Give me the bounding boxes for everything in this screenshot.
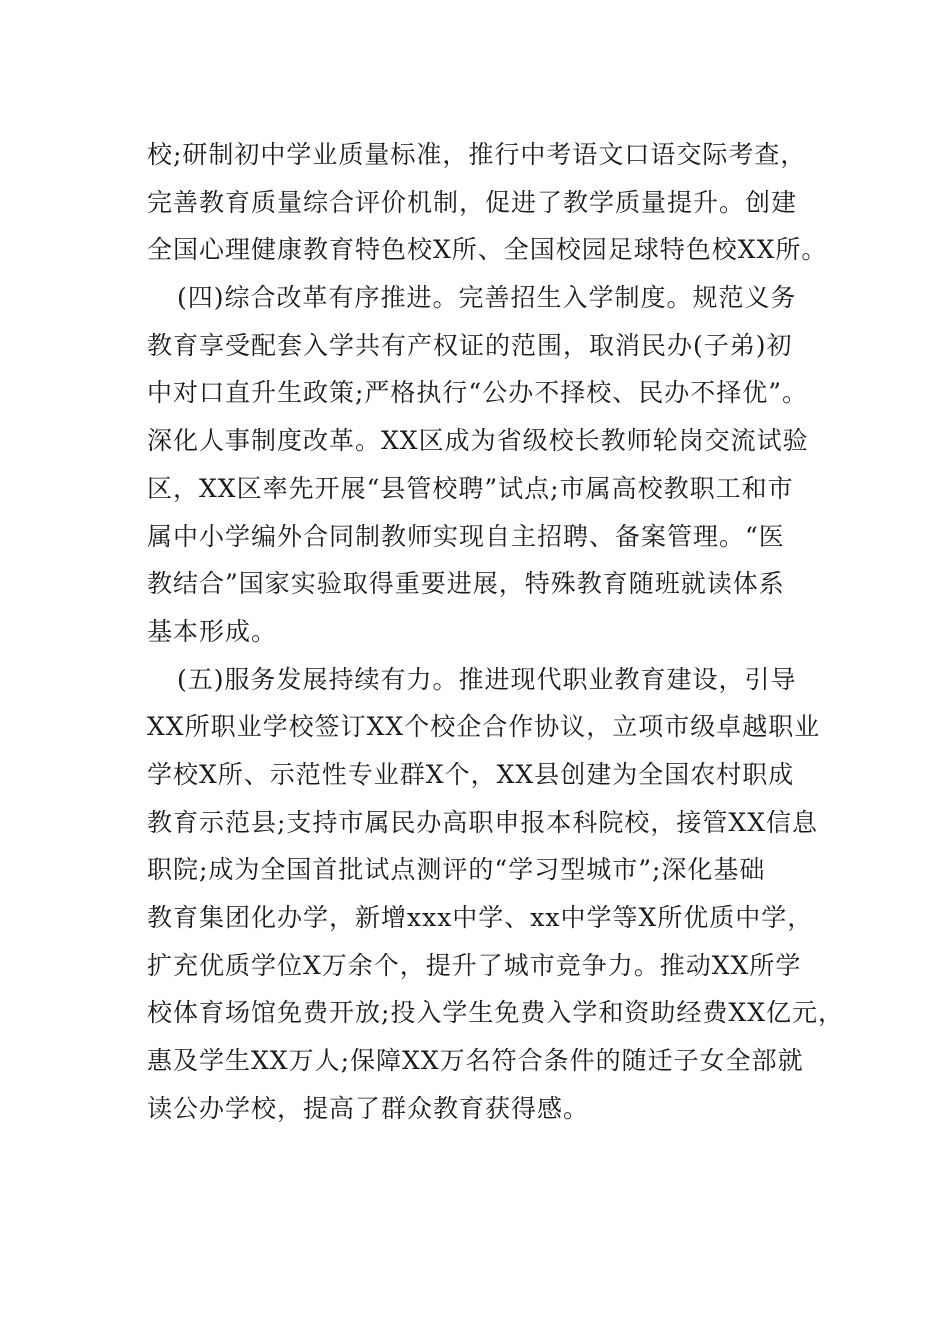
- text-line: 惠及学生XX万人;保障XX万名符合条件的随迁子女全部就: [147, 1046, 804, 1076]
- text-line: 教结合”国家实验取得重要进展，特殊教育随班就读体系: [147, 569, 785, 599]
- text-line: XX所职业学校签订XX个校企合作协议，立项市级卓越职业: [147, 712, 821, 742]
- text-line: 职院;成为全国首批试点测评的“学习型城市”;深化基础: [147, 855, 766, 885]
- text-line: 区，XX区率先开展“县管校聘”试点;市属高校教职工和市: [147, 473, 794, 503]
- text-line: 完善教育质量综合评价机制，促进了教学质量提升。创建: [147, 187, 798, 217]
- text-line: 教育集团化办学，新增xxx中学、xx中学等X所优质中学，: [147, 903, 814, 932]
- text-line: 校;研制初中学业质量标准，推行中考语文口语交际考查，: [147, 140, 807, 169]
- text-line: (四)综合改革有序推进。完善招生入学制度。规范义务: [177, 283, 797, 313]
- text-line: 深化人事制度改革。XX区成为省级校长教师轮岗交流试验: [147, 426, 809, 456]
- text-line: 中对口直升生政策;严格执行“公办不择校、民办不择优”。: [147, 378, 808, 408]
- text-line: 教育享受配套入学共有产权证的范围，取消民办(子弟)初: [147, 330, 793, 360]
- text-line: 扩充优质学位X万余个，提升了城市竞争力。推动XX所学: [147, 950, 802, 980]
- text-line: 校体育场馆免费开放;投入学生免费入学和资助经费XX亿元，: [147, 998, 845, 1028]
- body-text: [147, 132, 845, 1133]
- text-line: 学校X所、示范性专业群X个，XX县创建为全国农村职成: [147, 759, 795, 789]
- text-line: 读公办学校，提高了群众教育获得感。: [147, 1093, 590, 1123]
- text-line: 教育示范县;支持市属民办高职申报本科院校，接管XX信息: [147, 807, 819, 837]
- text-line: 基本形成。: [147, 616, 278, 646]
- text-line: (五)服务发展持续有力。推进现代职业教育建设，引导: [177, 664, 797, 694]
- text-line: 属中小学编外合同制教师实现自主招聘、备案管理。“医: [147, 521, 785, 551]
- text-line: 全国心理健康教育特色校X所、全国校园足球特色校XX所。: [147, 235, 828, 265]
